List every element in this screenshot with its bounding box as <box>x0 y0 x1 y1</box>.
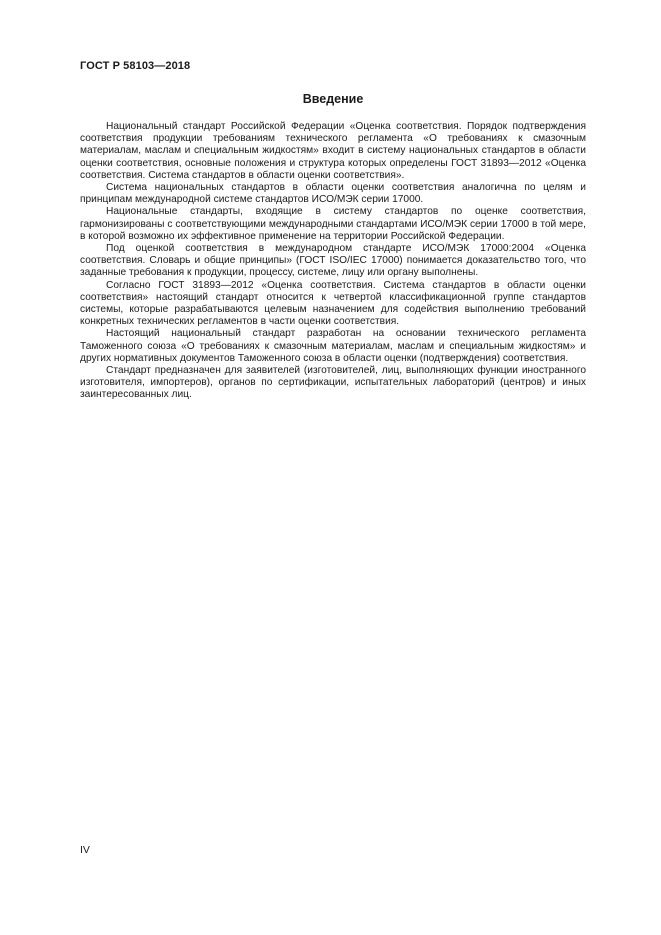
paragraph: Настоящий национальный стандарт разработан на основании технического регламента Таможенного союза «О требованиях к смазочным материалам, маслам и специальным жидкостям» и других нормативных документов Таможенного союза в области оценки (подтверждения) соответствия. <box>80 328 586 364</box>
section-title: Введение <box>302 92 364 106</box>
paragraph: Национальные стандарты, входящие в систему стандартов по оценке соответствия, гармонизированы с соответствующими международными стандартами ИСО/МЭК серии 17000 в той мере, в которой возможно их эффективное применение на территории Российской Федерации. <box>80 206 586 242</box>
paragraph: Система национальных стандартов в области оценки соответствия аналогична по целям и принципам международной системе стандартов ИСО/МЭК серии 17000. <box>80 182 586 206</box>
page-number: IV <box>80 844 90 856</box>
body-text <box>80 121 586 402</box>
document-header: ГОСТ Р 58103—2018 <box>80 60 191 72</box>
paragraph: Под оценкой соответствия в международном стандарте ИСО/МЭК 17000:2004 «Оценка соответствия. Словарь и общие принципы» (ГОСТ ISO/IEC 17000) понимается доказательство того, что заданные требования к продукции, процессу, системе, лицу или органу выполнены. <box>80 243 586 279</box>
paragraph: Национальный стандарт Российской Федерации «Оценка соответствия. Порядок подтверждения соответствия продукции требованиям технического регламента «О требованиях к смазочным материалам, маслам и специальным жидкостям» входит в систему национальных стандартов в области оценки соответствия, основные положения и структура которых определены ГОСТ 31893—2012 «Оценка соответствия. Система стандартов в области оценки соответствия». <box>80 121 586 181</box>
paragraph: Согласно ГОСТ 31893—2012 «Оценка соответствия. Система стандартов в области оценки соответствия» настоящий стандарт относится к четвертой классификационной группе стандартов системы, которые разрабатываются целевым назначением для содействия выполнению требований конкретных технических регламентов в части оценки соответствия. <box>80 279 586 328</box>
paragraph: Стандарт предназначен для заявителей (изготовителей, лиц, выполняющих функции иностранного изготовителя, импортеров), органов по сертификации, испытательных лабораторий (центров) и иных заинтересованных лиц. <box>80 365 586 401</box>
